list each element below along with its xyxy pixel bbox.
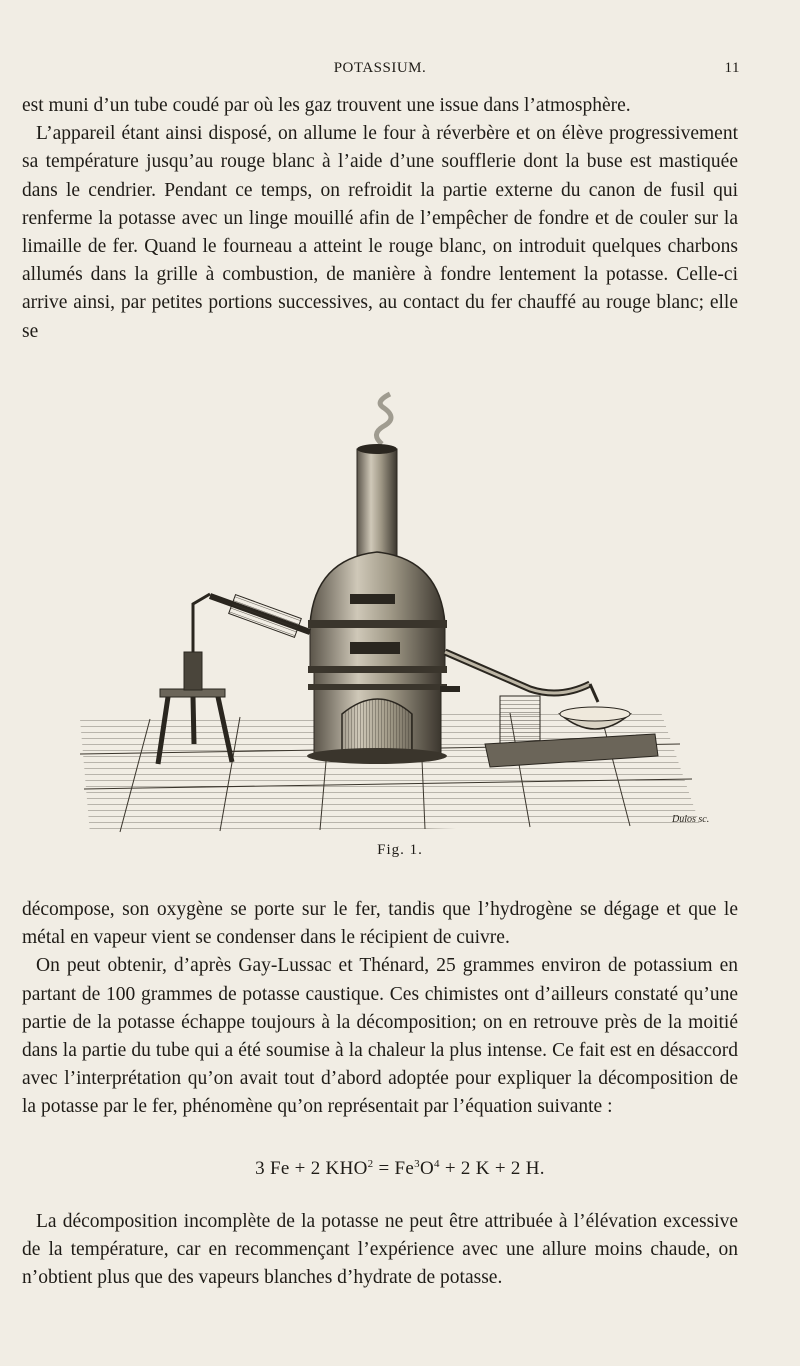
equation-sup-3: 4	[434, 1158, 440, 1170]
page-number: 11	[724, 60, 740, 76]
figure-furnace-engraving	[60, 384, 740, 854]
figure-caption: Fig. 1.	[377, 842, 423, 858]
text-block-final	[22, 1208, 738, 1293]
text-block-bottom	[22, 896, 738, 1122]
equation-part-2: = Fe	[373, 1158, 415, 1179]
condensing-tube	[445, 652, 598, 702]
paragraph-continuation: est muni d’un tube coudé par où les gaz trouvent une issue dans l’atmosphère.	[22, 95, 631, 116]
equation-part-3: O	[419, 1158, 434, 1179]
equation-part-4: + 2 K + 2 H.	[439, 1158, 545, 1179]
equation-sup-2: 3	[414, 1158, 420, 1170]
support-block	[500, 696, 540, 748]
furnace-illustration	[60, 384, 740, 854]
engraver-signature: Dulos sc.	[672, 814, 710, 825]
paragraph-decomposition-incomplete: La décomposition incomplète de la potasse ne peut être attribuée à l’élévation excessive de la température, car en recommençant l’expérience avec une allure moins chaude, on n’obtient plus que des vapeurs blanches d’hydrate de potasse.	[22, 1211, 738, 1289]
text-block-top	[22, 92, 738, 346]
gun-barrel-tube	[210, 595, 310, 638]
reverberatory-furnace	[307, 552, 460, 764]
running-title: POTASSIUM.	[333, 60, 427, 76]
paragraph-decompose: décompose, son oxygène se porte sur le fer, tandis que l’hydrogène se dégage et que le métal en vapeur vient se condenser dans le récipient de cuivre.	[22, 899, 738, 949]
smoke	[376, 394, 391, 444]
equation-part-1: 3 Fe + 2 KHO	[255, 1158, 368, 1179]
running-header	[20, 58, 740, 82]
equation-sup-1: 2	[367, 1158, 374, 1170]
paragraph-gay-lussac: On peut obtenir, d’après Gay-Lussac et Thénard, 25 grammes environ de potassium en partant de 100 grammes de potasse caustique. Ces chimistes ont d’ailleurs constaté qu’une partie de la potasse échappe toujours à la décomposition; on en retrouve près de la moitié dans la partie du tube qui a été soumise à la chaleur la plus intense. Ce fait est en désaccord avec l’interprétation qu’on avait tout d’abord adoptée pour expliquer la décomposition de la potasse par le fer, phénomène qu’on représentait par l’équation suivante :	[22, 955, 738, 1118]
chimney-top	[357, 444, 397, 454]
paragraph-appareil: L’appareil étant ainsi disposé, on allume le four à réverbère et on élève progressivement sa température jusqu’au rouge blanc à l’aide d’une soufflerie dont la buse est mastiquée dans le cendrier. Pendant ce temps, on refroidit la partie externe du canon de fusil qui renferme la potasse avec un linge mouillé afin de l’empêcher de fondre et de couler sur la limaille de fer. Quand le fourneau a atteint le rouge blanc, on introduit quelques charbons allumés dans la grille à combustion, de manière à fondre lentement la potasse. Celle-ci arrive ainsi, par petites portions successives, au contact du fer chauffé au rouge blanc; elle se	[22, 123, 738, 342]
chemical-equation	[0, 1158, 800, 1180]
